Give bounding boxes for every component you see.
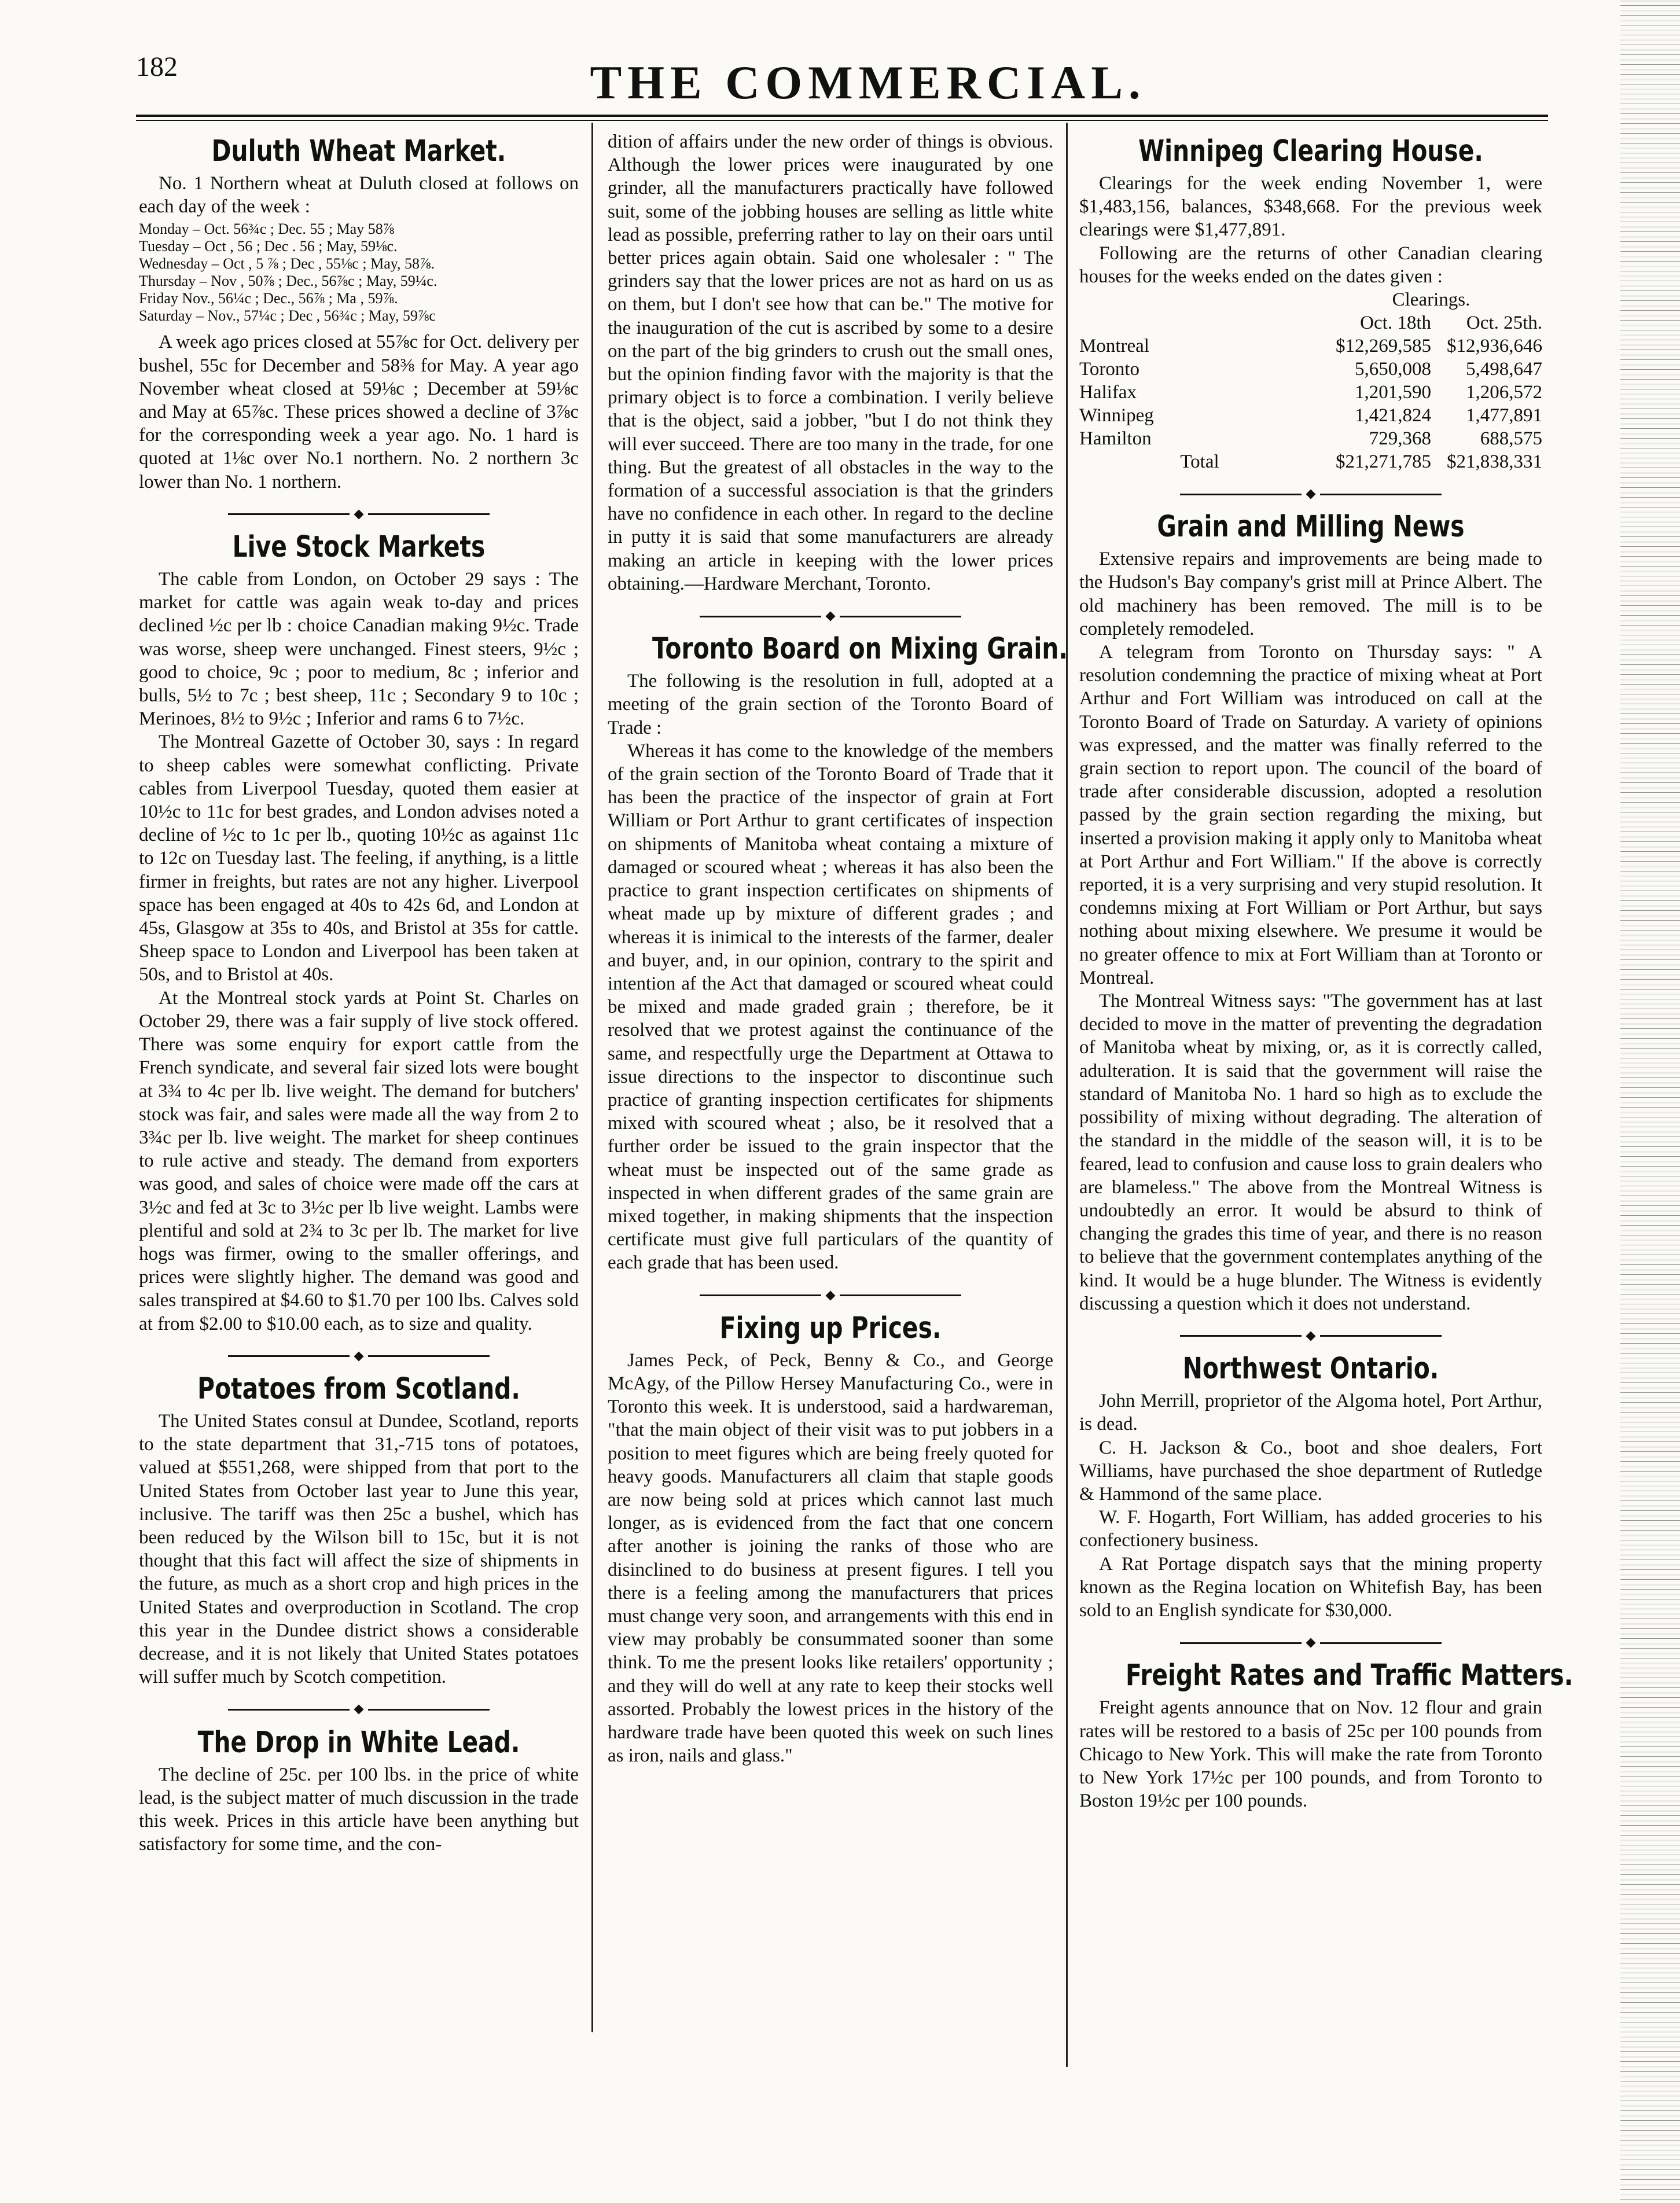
clearing-value: 729,368 [1369,428,1431,450]
duluth-day: Wednesday – Oct , 5 ⅞ ; Dec , 55⅛c ; May, 58⅞. [139,255,435,273]
duluth-body: A week ago prices closed at 55⅞c for Oct. delivery per bushel, 55c for December and 58⅜ for May. A year ago November wheat closed at 59⅛c ; December at 59⅛c and May at 65⅞c. These prices showed a decline of 3⅞c for the corresponding week a year ago. No. 1 hard is quoted at 1⅛c over No.1 northern. No. 2 northern 3c lower than No. 1 northern. [139,332,579,492]
whitelead-heading: The Drop in White Lead. [197,1725,520,1760]
clearing-value: 1,201,590 [1355,382,1431,403]
clearing-value: 1,477,891 [1466,405,1542,426]
livestock-heading: Live Stock Markets [232,530,486,565]
grain-paragraph: A telegram from Toronto on Thursday says: " A resolution condemning the practice of mixing wheat at Port Arthur and Fort William was introduced on call at the Toronto Board of Trade on Saturday. A variety of opinions was expressed, and the matter was finally referred to the grain section to report upon. The council of the board of trade after considerable discussion, adopted a resolution passed by the grain section regarding the mixing, but inserted a provision making it apply only to Manitoba wheat at Port Arthur and Fort William." If the above is correctly reported, it is a very surprising and very stupid resolution. It condemns mixing at Fort William or Port Arthur, but says nothing about mixing elsewhere. We presume it would be no greater offence to mix at Fort William than at Toronto or Montreal. [1079,642,1542,988]
duluth-day: Friday Nov., 56¼c ; Dec., 56⅞ ; Ma , 59⅞. [139,290,398,307]
duluth-heading: Duluth Wheat Market. [211,134,506,168]
city-name: Montreal [1079,336,1149,357]
table-row [1079,334,1542,358]
fixing-heading: Fixing up Prices. [719,1311,942,1345]
grain-paragraph: The Montreal Witness says: "The government has at last decided to move in the matter of preventing the degradation of Manitoba wheat by mixing, or, as it is correctly called, adulteration. It is said that the government will raise the standard of Manitoba No. 1 hard so high as to exclude the possibility of mixing without degrading. The alteration of the standard in the middle of the season will, it is to be feared, lead to confusion and cause loss to grain dealers who are blameless." The above from the Montreal Witness is undoubtedly an error. It would be absurd to think of changing the grades this time of year, and there is no reason to believe that the government contemplates anything of the kind. It would be a huge blunder. The Witness is evidently discussing a question which it does not understand. [1079,991,1542,1314]
section-separator [1079,481,1542,505]
section-separator [139,1697,579,1720]
header-rule [136,115,1548,121]
livestock-paragraph: The Montreal Gazette of October 30, says : In regard to sheep cables were somewhat conflicting. Private cables from Liverpool Tuesday, quoted them easier at 10½c to 11c for best grades, and London advises noted a decline of ½c to 1c per lb., quoting 10½c as against 11c to 12c on Tuesday last. The feeling, if anything, is a little firmer in freights, but rates are not any higher. Liverpool space has been engaged at 40s to 42s 6d, and London at 45s, Glasgow at 35s to 40s, and Bristol at 35s for cattle. Sheep space to London and Liverpool has been taken at 50s, and to Bristol at 40s. [139,731,579,985]
winnipeg-paragraph: Following are the returns of other Canadian clearing houses for the weeks ended on the dates given : [1079,242,1542,287]
winnipeg-heading: Winnipeg Clearing House. [1138,134,1483,168]
table-row [1079,404,1542,427]
northwest-paragraph: C. H. Jackson & Co., boot and shoe dealers, Fort Williams, have purchased the shoe department of Rutledge & Hammond of the same place. [1079,1437,1542,1505]
city-name: Halifax [1079,382,1137,403]
potatoes-heading: Potatoes from Scotland. [197,1371,520,1406]
total-row [1079,450,1542,473]
winnipeg-paragraph: Clearings for the week ending November 1, were $1,483,156, balances, $348,668. For the previous week clearings were $1,477,891. [1079,173,1542,241]
fixing-body: James Peck, of Peck, Benny & Co., and George McAgy, of the Pillow Hersey Manufacturing Co., were in Toronto this week. It is understood, said a hardwareman, "that the main object of their visit was to put jobbers in a position to meet figures which are being freely quoted for heavy goods. Manufacturers all claim that staple goods are now being sold at prices which cannot last much longer, as is evidenced from the fact that one concern after another is joining the ranks of those who are disinclined to do business at present figures. I tell you there is a feeling among the manufacturers that prices must change very soon, and arrangements with this end in view may probably be consummated sooner than some think. To me the present looks like retailers' opportunity ; and they will do well at any rate to keep their stocks well assorted. Probably the lowest prices in the history of the hardware trade have been quoted this week on such lines as iron, nails and glass." [608,1349,1053,1767]
section-separator [608,1283,1053,1306]
duluth-intro: No. 1 Northern wheat at Duluth closed at follows on each day of the week : [139,173,579,218]
duluth-day: Thursday – Nov , 50⅞ ; Dec., 56⅞c ; May, 59¼c. [139,273,438,290]
clearing-value: $12,936,646 [1447,336,1542,357]
total-value: $21,838,331 [1447,451,1542,473]
column-divider [591,123,593,2032]
section-separator [1079,1323,1542,1347]
northwest-paragraph: A Rat Portage dispatch says that the mining property known as the Regina location on Whitefish Bay, has been sold to an English syndicate for $30,000. [1079,1553,1542,1621]
column-divider [1066,123,1068,2067]
livestock-paragraph: The cable from London, on October 29 says : The market for cattle was again weak to-day and prices declined ½c per lb : choice Canadian making 9½c. Trade was worse, sheep were unchanged. Finest steers, 9½c ; good to choice, 9c ; poor to medium, 8c ; inferior and bulls, 5½ to 7c ; best sheep, 11c ; Secondary 9 to 10c ; Merinoes, 8½ to 9½c ; Inferior and rams 6 to 7½c. [139,569,579,730]
page-edge-scan [1620,0,1680,2203]
toronto-paragraph: The following is the resolution in full, adopted at a meeting of the grain section of the Toronto Board of Trade : [608,671,1053,738]
duluth-daily-list [139,220,579,325]
section-separator [139,502,579,525]
clearings-heading: Clearings. [1392,289,1471,311]
duluth-day: Monday – Oct. 56¾c ; Dec. 55 ; May 58⅞ [139,220,395,238]
northwest-heading: Northwest Ontario. [1182,1352,1439,1386]
whitelead-continued: dition of affairs under the new order of things is obvious. Although the lower prices were inaugurated by one grinder, all the manufacturers practically have followed suit, some of the jobbing houses are selling as little white lead as possible, preferring rather to lay on their oars until better prices again obtain. Said one wholesaler : " The grinders say that the lower prices are not as hard on us as on them, but I don't see how that can be." The motive for the inauguration of the cut is ascribed by some to a desire on the part of the big grinders to crush out the small ones, but the opinion finding favor with the majority is that the primary object is to force a combination. I verily believe that is the object, said a jobber, "but I do not think they will ever succeed. There are too many in the trade, for one thing. But the greatest of all obstacles in the way to the formation of a successful association is that the grinders have no confidence in each other. In regard to the decline in putty it is said that some manufacturers are already making an article in keeping with the lower prices obtaining.—Hardware Merchant, Toronto. [608,131,1053,594]
table-row [1079,381,1542,404]
grain-paragraph: Extensive repairs and improvements are being made to the Hudson's Bay company's grist mill at Prince Albert. The old machinery has been removed. The mill is to be completely remodeled. [1079,549,1542,639]
page-number: 182 [136,52,178,82]
livestock-paragraph: At the Montreal stock yards at Point St. Charles on October 29, there was a fair supply of live stock offered. There was some enquiry for export cattle from the French syndicate, and several fair sized lots were bought at 3¾ to 4c per lb. live weight. The demand for butchers' stock was fair, and sales were made all the way from 2 to 3¾c per lb. live weight. The market for sheep continues to rule active and steady. The demand from exporters was good, and sales of choice were made off the cars at 3½c and fed at 3c to 3½c per lb live weight. Lambs were plentiful and sold at 2¾ to 3c per lb. The market for live hogs was firmer, owing to the smaller offerings, and prices were slightly higher. The demand was good and sales transpired at $4.60 to $1.70 per 100 lbs. Calves sold at from $2.00 to $10.00 each, as to size and quality. [139,987,579,1334]
section-separator [1079,1630,1542,1653]
clearing-value: 1,421,824 [1355,405,1431,426]
column-3 [1079,130,1574,1812]
toronto-paragraph: Whereas it has come to the knowledge of the members of the grain section of the Toronto Board of Trade that it has been the practice of the inspector of grain at Fort William or Port Arthur to grant certificates of inspection on shipments of Manitoba wheat containg a mixture of damaged or scoured wheat ; whereas it has also been the practice to grant inspection certificates on shipments of wheat made up by mixture of different grades ; and whereas it is inimical to the interests of the farmer, dealer and buyer, and, in our opinion, contrary to the spirit and intention af the Act that damaged or scoured wheat could be mixed and made graded grain ; therefore, be it resolved that we protest against the continuance of the same, and respectfully urge the Department at Ottawa to issue directions to the inspector to discontinue such practice of granting inspection certificates for shipments mixed with scoured wheat ; also, be it resolved that a further order be issued to the grain inspector that the wheat must be inspected out of the same grade as inspected in when different grades of the same grain are mixed together, in making shipments that the inspection certificate must give full particulars of the quantity of each grade that has been used. [608,740,1053,1274]
clearing-value: 688,575 [1480,428,1542,450]
duluth-day: Tuesday – Oct , 56 ; Dec . 56 ; May, 59⅛c. [139,238,398,255]
duluth-day: Saturday – Nov., 57¼c ; Dec , 56¾c ; May, 59⅞c [139,307,436,325]
northwest-paragraph: W. F. Hogarth, Fort William, has added groceries to his confectionery business. [1079,1507,1542,1551]
total-value: $21,271,785 [1336,451,1431,473]
masthead: THE COMMERCIAL. [590,56,1146,109]
column-1 [139,130,579,1856]
table-row [1079,358,1542,381]
section-separator [139,1344,579,1367]
whitelead-body: The decline of 25c. per 100 lbs. in the price of white lead, is the subject matter of much discussion in the trade this week. Prices in this article have been anything but satisfactory for some time, and the con- [139,1764,579,1855]
col-header-oct18: Oct. 18th [1360,312,1431,334]
freight-body: Freight agents announce that on Nov. 12 flour and grain rates will be restored to a basis of 25c per 100 pounds from Chicago to New York. This will make the rate from Toronto to New York 17½c per 100 pounds, and from Toronto to Boston 19½c per 100 pounds. [1079,1697,1542,1812]
clearings-table [1079,288,1542,473]
city-name: Winnipeg [1079,405,1154,426]
total-label: Total [1180,451,1219,473]
col-header-oct25: Oct. 25th. [1466,312,1542,334]
column-2 [608,130,1068,1767]
northwest-paragraph: John Merrill, proprietor of the Algoma hotel, Port Arthur, is dead. [1079,1391,1542,1435]
toronto-heading: Toronto Board on Mixing Grain. [652,632,1068,667]
clearing-value: 5,650,008 [1355,359,1431,380]
table-row [1079,427,1542,450]
grain-heading: Grain and Milling News [1157,510,1465,545]
potatoes-body: The United States consul at Dundee, Scotland, reports to the state department that 31,-715 tons of potatoes, valued at $551,268, were shipped from that port to the United States from October last year to June this year, inclusive. The tariff was then 25c a bushel, which has been reduced by the Wilson bill to 15c, but it is not thought that this fact will affect the size of shipments in the future, as much as a short crop and high prices in the United States and overproduction in Scotland. The crop this year in the Dundee district shows a considerable decrease, and it is not likely that United States potatoes will suffer much by Scotch competition. [139,1410,579,1688]
city-name: Toronto [1079,359,1140,380]
clearing-value: 5,498,647 [1466,359,1542,380]
city-name: Hamilton [1079,428,1152,450]
section-separator [608,604,1053,627]
clearing-value: $12,269,585 [1336,336,1431,357]
freight-heading: Freight Rates and Traffic Matters. [1126,1658,1574,1693]
clearing-value: 1,206,572 [1466,382,1542,403]
